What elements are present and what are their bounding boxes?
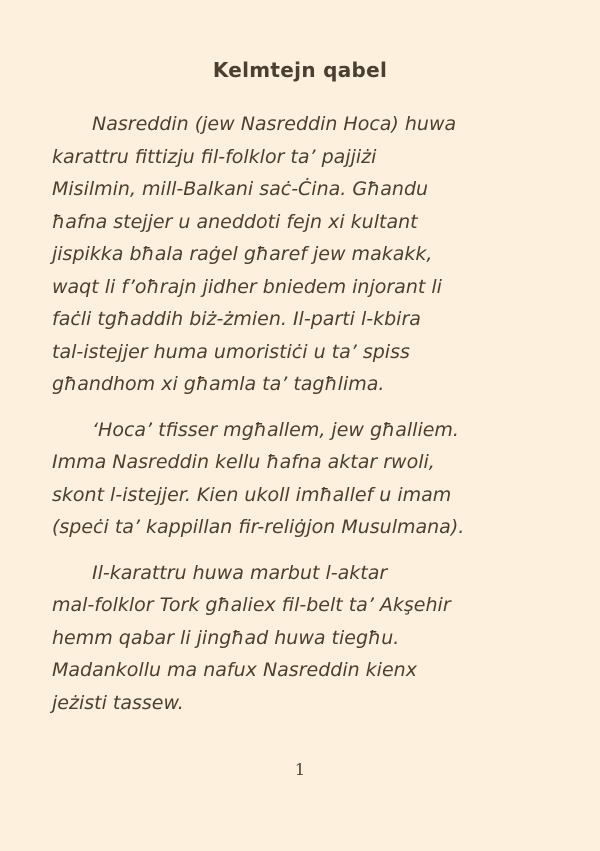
text-line: hemm qabar li jingħad huwa tiegħu.	[52, 626, 400, 649]
paragraph-2	[52, 414, 562, 544]
page-number: 1	[294, 760, 306, 779]
text-line: waqt li f’oħrajn jidher bniedem injorant li	[52, 275, 442, 298]
text-line: skont l-istejjer. Kien ukoll imħallef u imam	[52, 483, 452, 506]
text-line: Imma Nasreddin kellu ħafna aktar rwoli,	[52, 451, 435, 473]
text-line: tal-istejjer huma umoristiċi u ta’ spiss	[52, 340, 410, 363]
text-line: Madankollu ma nafux Nasreddin kienx	[52, 659, 417, 681]
text-line: jispikka bħala raġel għaref jew makakk,	[52, 243, 433, 265]
body-text	[52, 108, 562, 732]
text-line: Il-karattru huwa marbut l-aktar	[92, 561, 388, 584]
text-line: mal-folklor Tork għaliex fil-belt ta’ Akşehir	[52, 594, 451, 616]
paragraph-3	[52, 557, 562, 720]
text-line: ‘Hoca’ tfisser mgħallem, jew għalliem.	[92, 418, 459, 441]
text-line: Misilmin, mill-Balkani saċ-Ċina. Għandu	[52, 178, 429, 200]
text-line: għandhom xi għamla ta’ tagħlima.	[52, 373, 385, 395]
text-line: ħafna stejjer u aneddoti fejn xi kultant	[52, 210, 418, 233]
text-line: (speċi ta’ kappillan fir-reliġjon Musulmana).	[52, 516, 465, 538]
paragraph-1	[52, 108, 562, 401]
text-line: karattru fittizju fil-folklor ta’ pajjiżi	[52, 145, 377, 168]
text-line: Nasreddin (jew Nasreddin Hoca) huwa	[92, 113, 457, 135]
page-title: Kelmtejn qabel	[212, 58, 388, 82]
text-line: faċli tgħaddih biż-żmien. Il-parti l-kbira	[52, 308, 421, 330]
text-line: jeżisti tassew.	[52, 691, 184, 714]
